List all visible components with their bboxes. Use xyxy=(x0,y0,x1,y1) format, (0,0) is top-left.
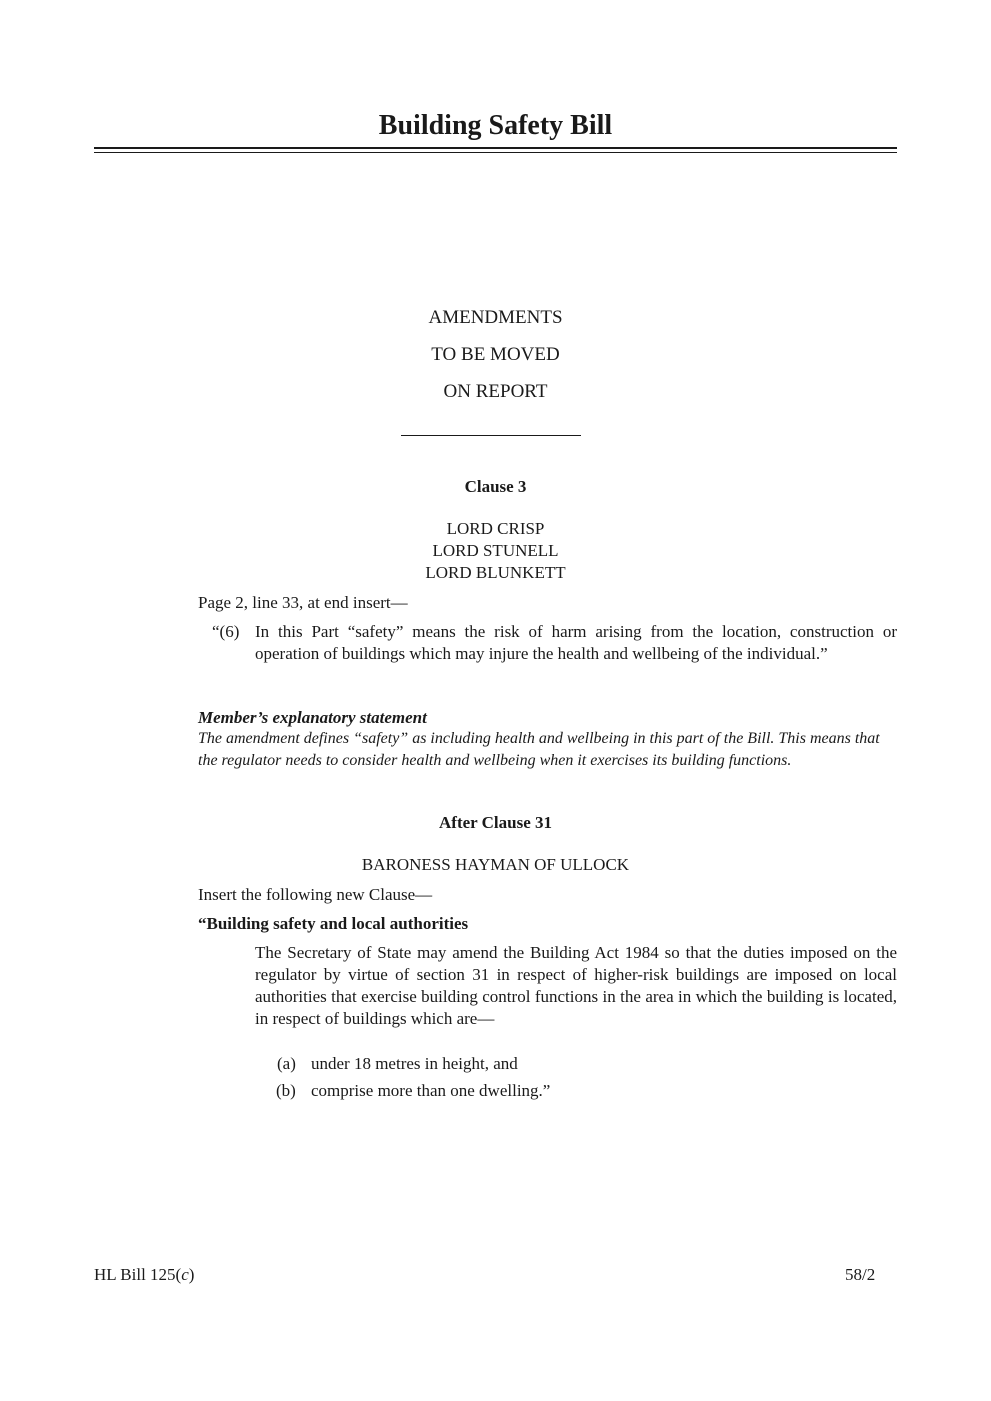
list-item-text: comprise more than one dwelling.” xyxy=(311,1081,551,1100)
list-item-label: (a) xyxy=(277,1054,296,1073)
cover-line-amendments: AMENDMENTS xyxy=(428,307,563,328)
new-clause-title: “Building safety and local authorities xyxy=(198,914,469,933)
explanatory-statement-heading: Member’s explanatory statement xyxy=(198,708,427,727)
list-item-text: under 18 metres in height, and xyxy=(311,1054,518,1073)
bill-reference-suffix: ) xyxy=(188,1265,195,1284)
subsection-number: “(6) xyxy=(212,622,240,641)
clause-3-heading: Clause 3 xyxy=(464,477,527,496)
clause-31-heading: After Clause 31 xyxy=(439,813,552,832)
title-rule-thin xyxy=(94,152,897,153)
page-reference: 58/2 xyxy=(845,1265,876,1284)
bill-reference-letter: c xyxy=(181,1265,189,1284)
bill-reference xyxy=(94,1264,194,1286)
member-name: BARONESS HAYMAN OF ULLOCK xyxy=(361,855,630,874)
title-rule-thick xyxy=(94,147,897,149)
bill-reference-prefix: HL Bill 125( xyxy=(94,1265,182,1284)
member-name: LORD BLUNKETT xyxy=(425,563,566,582)
section-divider xyxy=(401,435,581,436)
cover-line-on-report: ON REPORT xyxy=(443,381,548,402)
member-name: LORD STUNELL xyxy=(432,541,559,560)
clause-3-instruction: Page 2, line 33, at end insert— xyxy=(198,593,408,612)
subsection-text: In this Part “safety” means the risk of harm arising from the location, construction or operation of buildings which may injure the health and wellbeing of the individual.” xyxy=(255,622,897,663)
new-clause-body: The Secretary of State may amend the Building Act 1984 so that the duties imposed on the regulator by virtue of section 31 in respect of higher-risk buildings are imposed on local authorities that exercise building control functions in the area in which the building is located, in respect of buildings which are— xyxy=(255,943,897,1028)
document-title: Building Safety Bill xyxy=(378,110,613,141)
cover-line-to-be-moved: TO BE MOVED xyxy=(431,344,560,365)
list-item-label: (b) xyxy=(276,1081,296,1100)
clause-31-instruction: Insert the following new Clause— xyxy=(198,885,433,904)
member-name: LORD CRISP xyxy=(446,519,545,538)
explanatory-statement-text: The amendment defines “safety” as including health and wellbeing in this part of the Bill. This means that the regulator needs to consider health and wellbeing when it exercises its building functions. xyxy=(198,730,880,769)
